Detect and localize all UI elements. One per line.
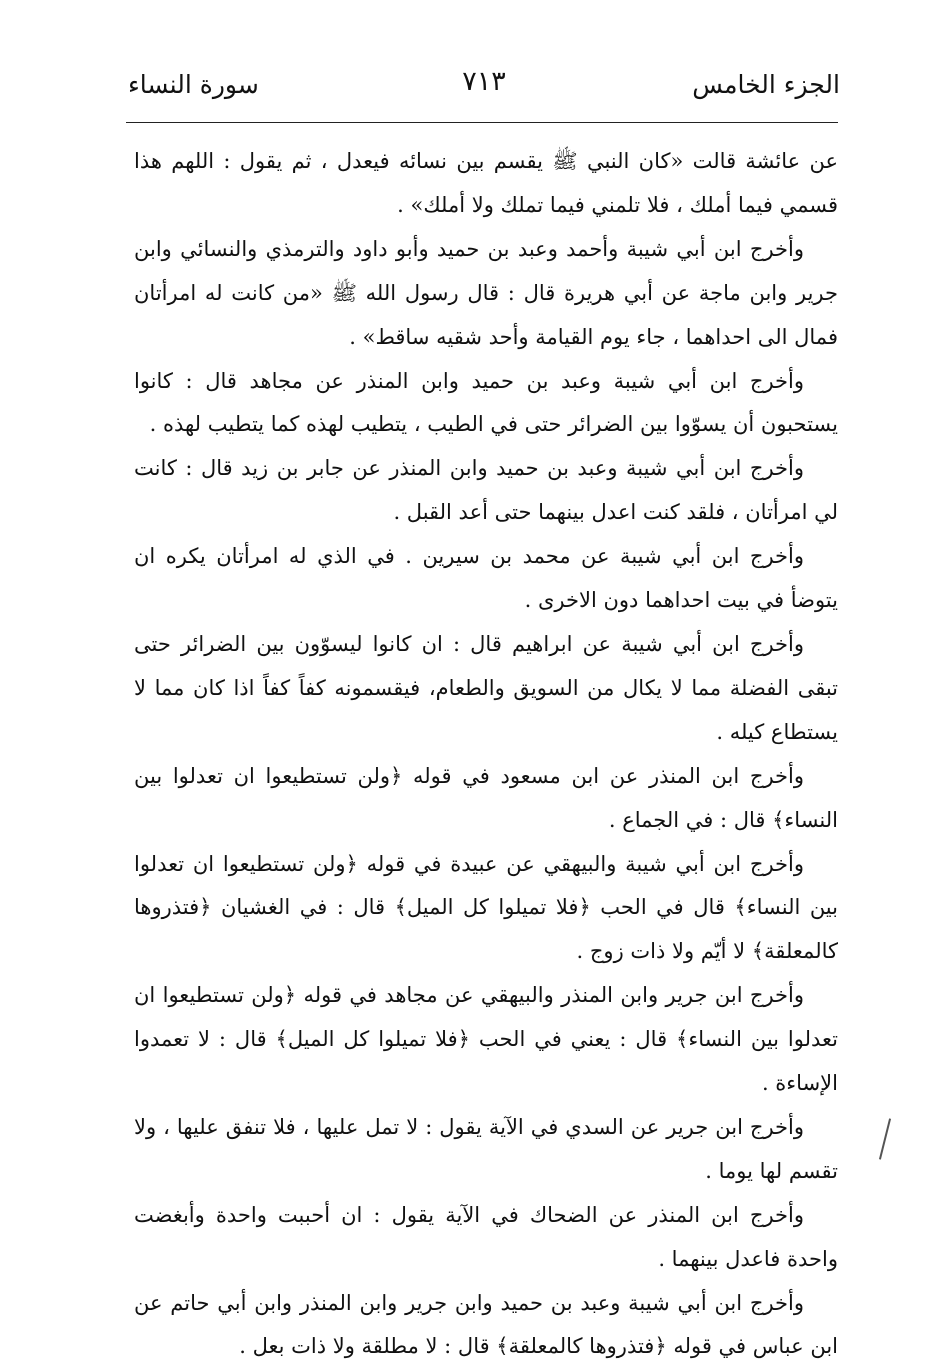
paragraph: وأخرج ابن أبي شيبة عن محمد بن سيرين . في الذي له امرأتان يكره ان يتوضأ في بيت احداهما دون الاخرى . <box>134 544 838 613</box>
paragraph: وأخرج ابن المنذر عن الضحاك في الآية يقول : ان أحببت واحدة وأبغضت واحدة فاعدل بينهما . <box>134 1202 838 1271</box>
paragraph: وأخرج ابن أبي شيبة وعبد بن حميد وابن المنذر عن مجاهد قال : كانوا يستحبون أن يسوّوا بين الضرائر حتى في الطيب ، يتطيب لهذه كما يتطيب لهذه . <box>134 368 838 437</box>
header-divider <box>126 122 838 123</box>
header-surah-title: سورة النساء <box>128 70 259 99</box>
paragraph: وأخرج ابن أبي شيبة وأحمد وعبد بن حميد وأبو داود والترمذي والنسائي وابن جرير وابن ماجة عن أبي هريرة قال : قال رسول الله ﷺ «من كانت له امرأتان فمال الى احداهما ، جاء يوم القيامة وأحد شقيه ساقط» . <box>134 236 838 349</box>
paragraph: وأخرج ابن جرير وابن المنذر والبيهقي عن مجاهد في قوله ﴿ولن تستطيعوا ان تعدلوا بين النساء﴾ قال : يعني في الحب ﴿فلا تميلوا كل الميل﴾ قال : لا تعمدوا الإساءة . <box>134 983 838 1096</box>
paragraph: عن عائشة قالت «كان النبي ﷺ يقسم بين نسائه فيعدل ، ثم يقول : اللهم هذا قسمي فيما أملك ، فلا تلمني فيما تملك ولا أملك» . <box>134 149 838 217</box>
page-number: ٧١٣ <box>462 66 506 97</box>
margin-pen-mark <box>879 1118 891 1159</box>
page-body <box>134 140 838 1369</box>
paragraph: وأخرج ابن المنذر عن ابن مسعود في قوله ﴿ولن تستطيعوا ان تعدلوا بين النساء﴾ قال : في الجماع . <box>134 763 838 832</box>
page-header <box>128 64 840 108</box>
paragraph: وأخرج ابن أبي شيبة وعبد بن حميد وابن جرير وابن المنذر وابن أبي حاتم عن ابن عباس في قوله ﴿فتذروها كالمعلقة﴾ قال : لا مطلقة ولا ذات بعل . <box>134 1290 838 1359</box>
paragraph: وأخرج ابن أبي شيبة عن ابراهيم قال : ان كانوا ليسوّون بين الضرائر حتى تبقى الفضلة مما لا يكال من السويق والطعام، فيقسمونه كفاً كفاً اذا كان مما لا يستطاع كيله . <box>134 631 838 744</box>
paragraph: وأخرج ابن أبي شيبة والبيهقي عن عبيدة في قوله ﴿ولن تستطيعوا ان تعدلوا بين النساء﴾ قال في الحب ﴿فلا تميلوا كل الميل﴾ قال : في الغشيان ﴿فتذروها كالمعلقة﴾ لا أيّم ولا ذات زوج . <box>134 851 838 964</box>
paragraph: وأخرج ابن جرير عن السدي في الآية يقول : لا تمل عليها ، فلا تنفق عليها ، ولا تقسم لها يوما . <box>134 1114 838 1183</box>
header-part-title: الجزء الخامس <box>692 70 840 99</box>
paragraph: وأخرج ابن أبي شيبة وعبد بن حميد وابن المنذر عن جابر بن زيد قال : كانت لي امرأتان ، فلقد كنت اعدل بينهما حتى أعد القبل . <box>134 456 838 525</box>
